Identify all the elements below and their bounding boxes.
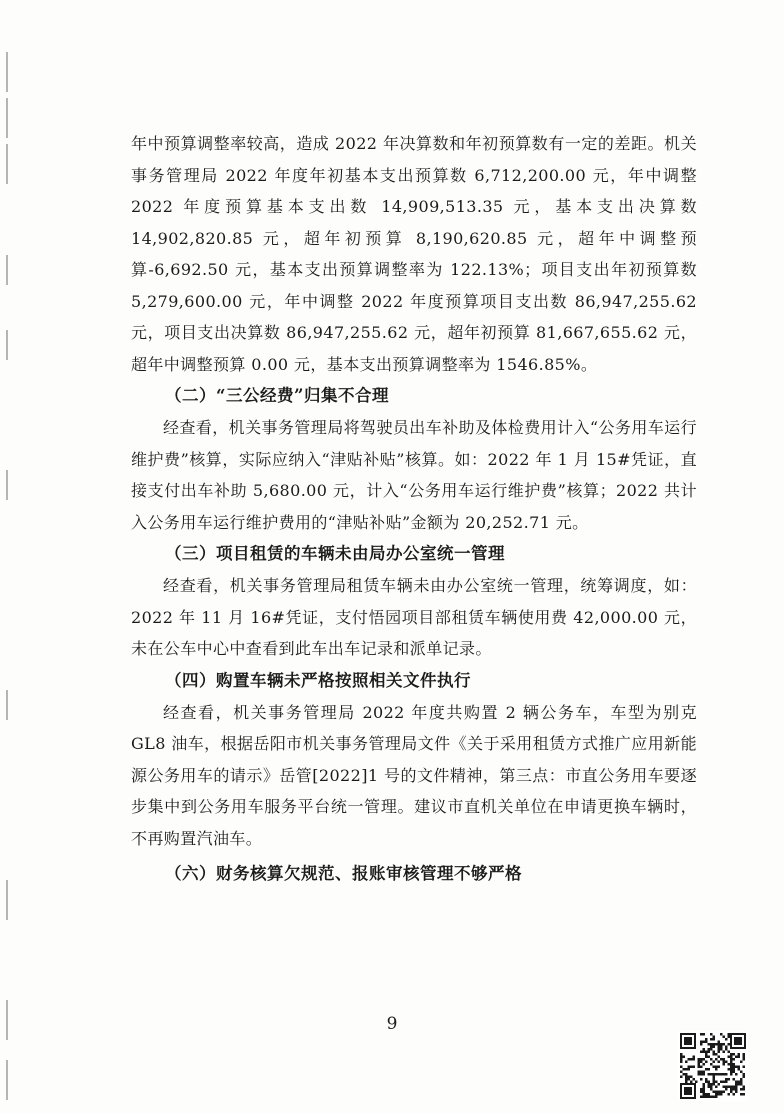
scan-edge-mark bbox=[6, 1060, 8, 1100]
scan-edge-mark bbox=[6, 98, 8, 138]
scan-edge-mark bbox=[6, 690, 8, 720]
scan-edge-mark bbox=[6, 880, 8, 920]
scan-edge-mark bbox=[6, 470, 8, 500]
paragraph-budget-adjustment: 年中预算调整率较高，造成 2022 年决算数和年初预算数有一定的差距。机关事务管理局 2022 年度年初基本支出预算数 6,712,200.00 元，年中调整 2022 年度预算基本支出数 14,909,513.35 元，基本支出决算数 14,902,820.85 元，超年初预算 8,190,620.85 元，超年中调整预算-6,692.50 元，基本支出预算调整率为 122.13%；项目支出年初预算数 5,279,600.00 元，年中调整 2022 年度预算项目支出数 86,947,255.62 元，项目支出决算数 86,947,255.62 元，超年初预算 81,667,655.62 元，超年中调整预算 0.00 元，基本支出预算调整率为 1546.85%。 bbox=[131, 134, 697, 374]
scan-edge-mark bbox=[6, 255, 8, 285]
paragraph-three-public-expenses: 经查看，机关事务管理局将驾驶员出车补助及体检费用计入“公务用车运行维护费”核算，实际应纳入“津贴补贴”核算。如：2022 年 1 月 15#凭证，直接支付出车补助 5,680.00 元，计入“公务用车运行维护费”核算；2022 共计入公务用车运行维护费用的“津贴补贴”金额为 20,252.71 元。 bbox=[131, 418, 697, 532]
scan-edge-mark bbox=[6, 144, 8, 184]
section-heading-4: （四）购置车辆未严格按照相关文件执行 bbox=[165, 670, 471, 690]
section-heading-2: （二）“三公经费”归集不合理 bbox=[165, 386, 389, 405]
paragraph-vehicle-purchase: 经查看，机关事务管理局 2022 年度共购置 2 辆公务车，车型为别克 GL8 油车，根据岳阳市机关事务管理局文件《关于采用租赁方式推广应用新能源公务用车的请示》岳管[2022]1 号的文件精神，第三点：市直公务用车要逐步集中到公务用车服务平台统一管理。建议市直机关单位在申请更换车辆时，不再购置汽油车。 bbox=[131, 702, 697, 848]
paragraph-leased-vehicles: 经查看，机关事务管理局租赁车辆未由办公室统一管理，统筹调度，如：2022 年 11 月 16#凭证，支付悟园项目部租赁车辆使用费 42,000.00 元，未在公车中心中查看到此车出车记录和派单记录。 bbox=[131, 576, 697, 658]
scan-edge-mark bbox=[6, 330, 8, 360]
section-heading-3: （三）项目租赁的车辆未由局办公室统一管理 bbox=[165, 544, 505, 563]
qr-code-icon bbox=[678, 1031, 748, 1101]
section-heading-6: （六）财务核算欠规范、报账审核管理不够严格 bbox=[165, 864, 522, 883]
page-number: 9 bbox=[386, 1014, 398, 1034]
document-body bbox=[131, 128, 697, 890]
scan-edge-mark bbox=[6, 52, 8, 92]
